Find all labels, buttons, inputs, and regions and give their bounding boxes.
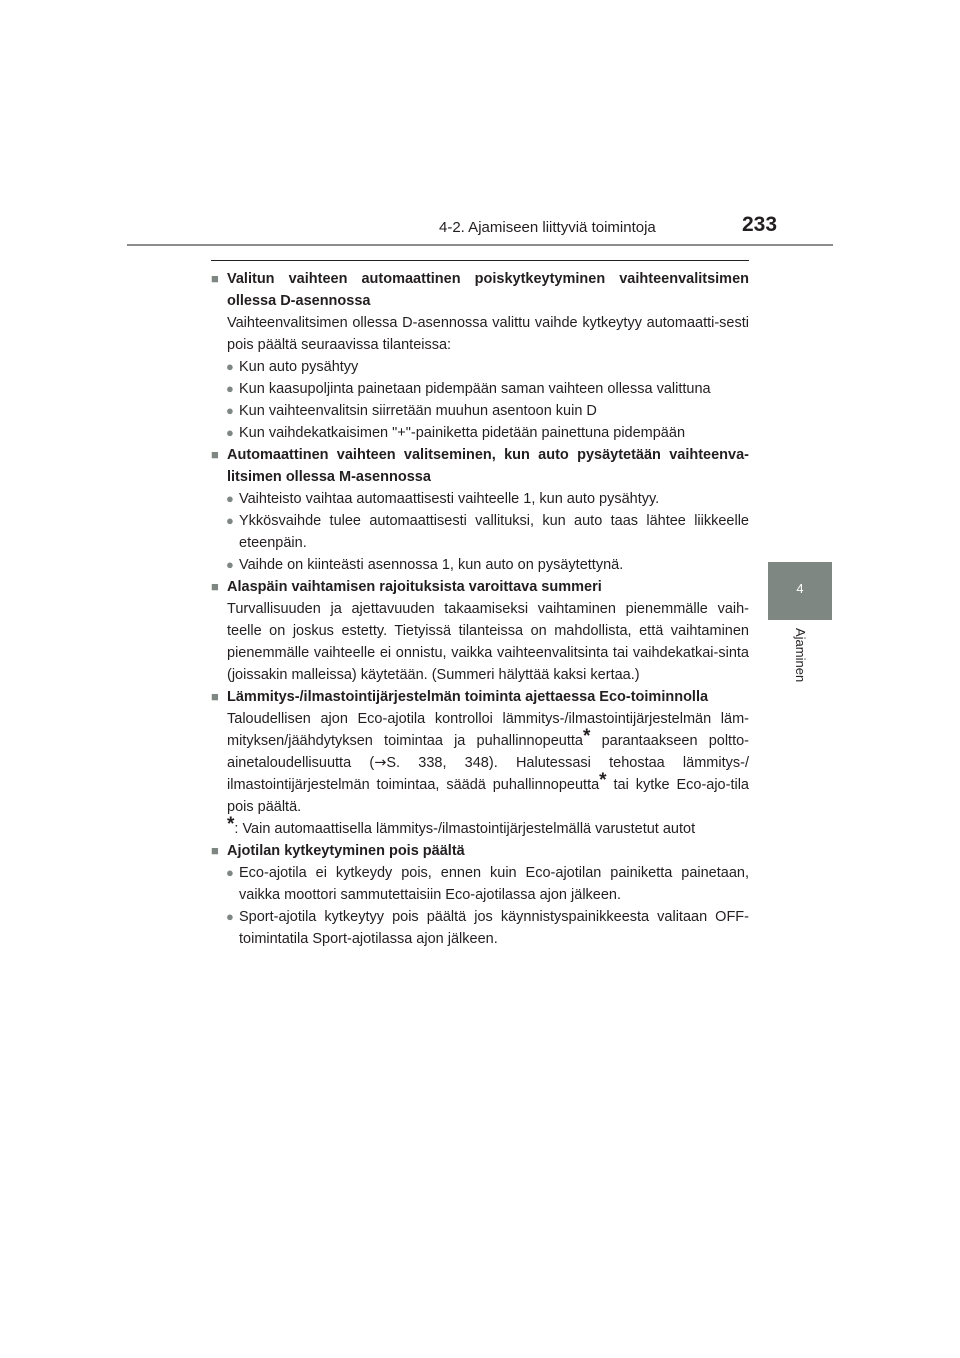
chapter-number: 4: [796, 581, 804, 596]
chapter-tab: [768, 562, 832, 620]
heading-text: Alaspäin vaihtamisen rajoituksista varoittava summeri: [227, 579, 602, 595]
paragraph: [211, 708, 749, 818]
round-bullet-icon: ●: [226, 403, 234, 418]
list-item: [211, 400, 749, 422]
square-bullet-icon: ■: [211, 843, 219, 858]
paragraph-text: tai kytke Eco-ajo-tila pois päältä.: [227, 777, 749, 815]
round-bullet-icon: ●: [226, 513, 234, 528]
footnote-text: : Vain automaattisella lämmitys-/ilmastointijärjestelmällä varustetut autot: [234, 821, 696, 837]
section-heading: [211, 576, 749, 598]
list-item: [211, 862, 749, 906]
paragraph-text: parantaakseen poltto-ainetaloudellisuutta (: [227, 733, 749, 771]
list-item-text: Sport-ajotila kytkeytyy pois päältä jos käynnistyspainikkeesta valitaan OFF-toimintatila Sport-ajotilassa ajon jälkeen.: [239, 909, 749, 947]
section-heading: [211, 686, 749, 708]
round-bullet-icon: ●: [226, 491, 234, 506]
list-item-text: Kun vaihteenvalitsin siirretään muuhun asentoon kuin D: [239, 403, 597, 419]
page-content: [211, 268, 749, 950]
list-item: [211, 510, 749, 554]
section-heading: [211, 268, 749, 312]
square-bullet-icon: ■: [211, 271, 219, 286]
paragraph: Vaihteenvalitsimen ollessa D-asennossa valittu vaihde kytkeytyy automaatti-sesti pois päältä seuraavissa tilanteissa:: [227, 315, 749, 353]
page-number: 233: [742, 213, 778, 236]
round-bullet-icon: ●: [226, 865, 234, 880]
chapter-title: Ajaminen: [793, 628, 808, 683]
square-bullet-icon: ■: [211, 579, 219, 594]
list-item-text: Kun auto pysähtyy: [239, 359, 359, 375]
list-item-text: Kun vaihdekatkaisimen "+"-painiketta pidetään painettuna pidempään: [239, 425, 686, 441]
arrow-right-icon: →: [374, 755, 387, 771]
list-item: [211, 488, 749, 510]
footnote: [211, 814, 749, 840]
content-top-rule: [211, 260, 749, 261]
list-item: [211, 378, 749, 400]
paragraph-text: Taloudellisen ajon Eco-ajotila kontrolloi lämmitys-/ilmastointijärjestelmän läm-mityksen/jäähdytyksen toimintaa ja puhallinnopeutta: [227, 711, 749, 749]
heading-text: Valitun vaihteen automaattinen poiskytkeytyminen vaihteenvalitsimen ollessa D-asennossa: [227, 271, 749, 309]
round-bullet-icon: ●: [226, 425, 234, 440]
asterisk-marker: *: [599, 770, 607, 791]
section-heading: [211, 444, 749, 488]
round-bullet-icon: ●: [226, 359, 234, 374]
square-bullet-icon: ■: [211, 689, 219, 704]
list-item: [211, 906, 749, 950]
list-item-text: Ykkösvaihde tulee automaattisesti vallituksi, kun auto taas lähtee liikkeelle eteenpäin.: [239, 513, 749, 551]
list-item-text: Vaihteisto vaihtaa automaattisesti vaihteelle 1, kun auto pysähtyy.: [239, 491, 660, 507]
asterisk-marker: *: [582, 726, 591, 747]
section-heading: [211, 840, 749, 862]
asterisk-marker: *: [227, 814, 235, 835]
list-item-text: Kun kaasupoljinta painetaan pidempään saman vaihteen ollessa valittuna: [239, 381, 711, 397]
round-bullet-icon: ●: [226, 909, 234, 924]
paragraph: Turvallisuuden ja ajettavuuden takaamiseksi vaihtaminen pienemmälle vaih-teelle on joskus estetty. Tietyissä tilanteissa on mahdollista, että vaihtaminen pienemmälle vaihteelle ei onnistu, vaikka vaihteenvalitsinta tai vaihdekatkai-sinta (joissakin malleissa) käytetään. (Summeri hälyttää kaksi kertaa.): [227, 601, 749, 683]
heading-text: Automaattinen vaihteen valitseminen, kun auto pysäytetään vaihteenva-litsimen ollessa M-asennossa: [227, 447, 749, 485]
list-item: [211, 422, 749, 444]
list-item-text: Vaihde on kiinteästi asennossa 1, kun auto on pysäytettynä.: [239, 557, 624, 573]
header-divider: [127, 244, 833, 246]
round-bullet-icon: ●: [226, 381, 234, 396]
heading-text: Ajotilan kytkeytyminen pois päältä: [227, 843, 465, 859]
square-bullet-icon: ■: [211, 447, 219, 462]
list-item: [211, 554, 749, 576]
list-item: [211, 356, 749, 378]
heading-text: Lämmitys-/ilmastointijärjestelmän toiminta ajettaessa Eco-toiminnolla: [227, 689, 709, 705]
round-bullet-icon: ●: [226, 557, 234, 572]
paragraph-text: S. 338, 348). Halutessasi tehostaa lämmitys-/ ilmastointijärjestelmän toimintaa, säädä puhallinnopeutta: [227, 755, 749, 793]
list-item-text: Eco-ajotila ei kytkeydy pois, ennen kuin Eco-ajotilan painiketta painetaan, vaikka moottori sammutettaisiin Eco-ajotilassa ajon jälkeen.: [239, 865, 749, 903]
section-title: 4-2. Ajamiseen liittyviä toimintoja: [439, 219, 656, 236]
